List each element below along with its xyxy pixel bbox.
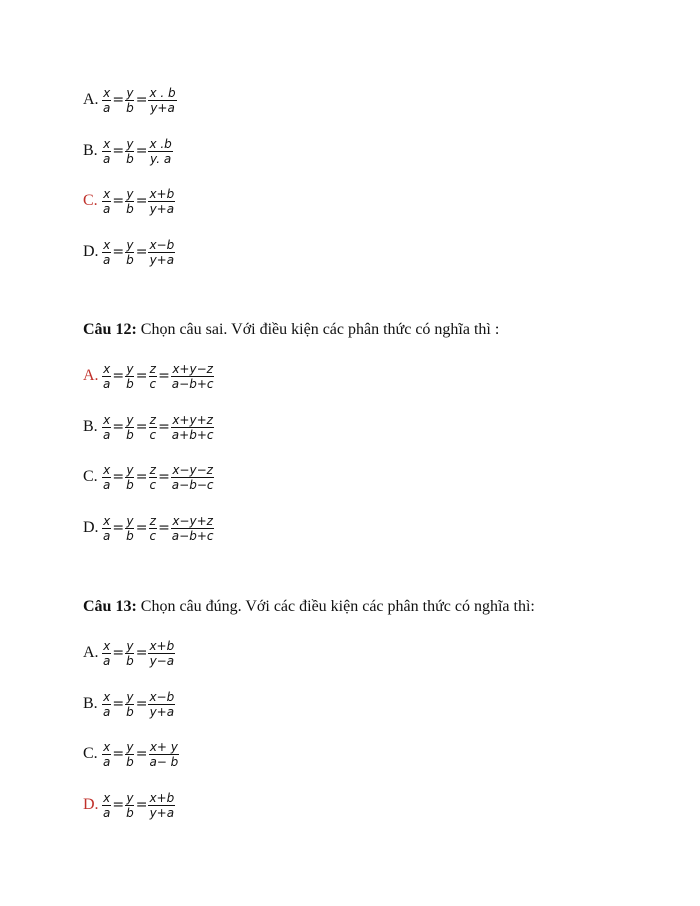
fraction [171, 362, 215, 391]
fraction [102, 137, 111, 166]
equals-sign: = [158, 368, 170, 384]
equation [102, 514, 214, 543]
fraction-numerator: z [149, 361, 156, 376]
fraction-denominator: b [126, 252, 134, 267]
fraction-denominator: a [103, 528, 111, 543]
fraction [125, 413, 135, 442]
fraction-numerator: x [103, 85, 111, 100]
fraction [125, 362, 135, 391]
answer-option [83, 734, 179, 774]
answer-option [83, 232, 175, 272]
equals-sign: = [112, 469, 125, 485]
equals-sign: = [112, 143, 125, 159]
fraction [102, 639, 111, 668]
question-number: Câu 13: [83, 598, 137, 615]
equation [102, 690, 175, 719]
fraction-numerator: y [126, 186, 134, 201]
fraction [102, 740, 111, 769]
fraction [125, 137, 135, 166]
fraction-numerator: z [149, 513, 156, 528]
fraction-denominator: a [103, 754, 111, 769]
fraction-denominator: a−b+c [171, 528, 214, 543]
fraction-numerator: x+ y [149, 739, 178, 754]
fraction [102, 690, 111, 719]
question-number: Câu 12: [83, 321, 137, 338]
option-letter: D. [83, 243, 99, 260]
equals-sign: = [135, 368, 148, 384]
fraction [125, 463, 135, 492]
fraction [148, 740, 179, 769]
fraction [102, 238, 111, 267]
fraction-denominator: a−b+c [171, 376, 214, 391]
fraction [125, 639, 135, 668]
fraction [125, 238, 135, 267]
fraction-numerator: x+y+z [172, 412, 213, 427]
equation [102, 238, 175, 267]
fraction-numerator: y [126, 412, 134, 427]
equals-sign: = [135, 520, 148, 536]
fraction-numerator: y [126, 790, 134, 805]
fraction-numerator: x+b [149, 186, 175, 201]
fraction-numerator: x [103, 638, 111, 653]
equation [102, 639, 175, 668]
equals-sign: = [135, 143, 148, 159]
fraction-numerator: x [103, 790, 111, 805]
fraction-denominator: a [103, 704, 111, 719]
fraction-denominator: a [103, 201, 111, 216]
fraction-denominator: b [126, 528, 134, 543]
fraction-denominator: a [103, 151, 111, 166]
fraction-denominator: c [149, 427, 157, 442]
fraction [102, 463, 111, 492]
fraction-denominator: b [126, 805, 134, 820]
fraction-numerator: x−b [149, 237, 175, 252]
fraction-numerator: x [103, 186, 111, 201]
equals-sign: = [135, 797, 148, 813]
equals-sign: = [158, 469, 170, 485]
fraction-numerator: z [149, 412, 156, 427]
answer-option [83, 80, 177, 120]
equals-sign: = [112, 797, 125, 813]
fraction-numerator: x [103, 462, 111, 477]
fraction [102, 413, 111, 442]
option-letter: A. [83, 644, 99, 661]
fraction [125, 187, 135, 216]
option-letter: D. [83, 519, 99, 536]
option-letter: B. [83, 142, 98, 159]
answer-option [83, 356, 214, 396]
answer-option [83, 181, 175, 221]
equals-sign: = [135, 696, 148, 712]
fraction-denominator: a [103, 100, 111, 115]
fraction-denominator: c [149, 477, 157, 492]
question-heading [83, 321, 499, 339]
equals-sign: = [135, 645, 148, 661]
fraction-denominator: b [126, 754, 134, 769]
equation [102, 413, 214, 442]
equals-sign: = [112, 746, 125, 762]
fraction-numerator: x+y−z [172, 361, 213, 376]
question-text: Chọn câu sai. Với điều kiện các phân thức có nghĩa thì : [136, 321, 500, 338]
equals-sign: = [158, 520, 170, 536]
answer-option [83, 508, 214, 548]
fraction [102, 86, 111, 115]
option-letter: A. [83, 367, 99, 384]
fraction [148, 463, 157, 492]
fraction [148, 413, 157, 442]
fraction-numerator: y [126, 136, 134, 151]
fraction-denominator: b [126, 653, 134, 668]
fraction [125, 740, 135, 769]
fraction [148, 690, 175, 719]
fraction [148, 791, 175, 820]
fraction [125, 514, 135, 543]
answer-option [83, 131, 173, 171]
equals-sign: = [135, 244, 148, 260]
fraction-numerator: x .b [149, 136, 172, 151]
fraction-denominator: a [103, 252, 111, 267]
equation [102, 362, 214, 391]
fraction [125, 791, 135, 820]
fraction-numerator: z [149, 462, 156, 477]
fraction-denominator: a [103, 653, 111, 668]
equals-sign: = [112, 645, 125, 661]
answer-option [83, 785, 175, 825]
fraction-denominator: a+b+c [171, 427, 214, 442]
fraction [102, 514, 111, 543]
equals-sign: = [112, 520, 125, 536]
fraction [148, 514, 157, 543]
fraction-denominator: y+a [149, 805, 175, 820]
fraction-numerator: y [126, 513, 134, 528]
equals-sign: = [112, 368, 125, 384]
equals-sign: = [112, 696, 125, 712]
question-text: Chọn câu đúng. Với các điều kiện các phân thức có nghĩa thì: [136, 598, 535, 615]
equals-sign: = [135, 469, 148, 485]
fraction [102, 187, 111, 216]
equation [102, 137, 173, 166]
fraction-denominator: a [103, 805, 111, 820]
option-letter: D. [83, 796, 99, 813]
fraction [148, 187, 175, 216]
fraction [171, 413, 215, 442]
equals-sign: = [135, 746, 148, 762]
fraction-denominator: c [149, 528, 157, 543]
fraction-numerator: y [126, 689, 134, 704]
fraction [148, 137, 172, 166]
equals-sign: = [112, 92, 125, 108]
fraction-numerator: y [126, 237, 134, 252]
option-letter: A. [83, 91, 99, 108]
fraction-numerator: x [103, 136, 111, 151]
fraction [125, 690, 135, 719]
fraction-denominator: b [126, 704, 134, 719]
fraction [171, 514, 215, 543]
fraction-numerator: x [103, 412, 111, 427]
equals-sign: = [112, 419, 125, 435]
fraction-numerator: x+b [149, 790, 175, 805]
fraction-denominator: a [103, 376, 111, 391]
fraction-denominator: y. a [150, 151, 172, 166]
answer-option [83, 633, 175, 673]
option-letter: C. [83, 745, 98, 762]
fraction-numerator: y [126, 462, 134, 477]
question-heading [83, 598, 535, 616]
fraction-numerator: x+b [149, 638, 175, 653]
fraction-denominator: b [126, 427, 134, 442]
fraction-denominator: a [103, 477, 111, 492]
equation [102, 86, 177, 115]
fraction-denominator: b [126, 201, 134, 216]
fraction-denominator: y+a [150, 100, 175, 115]
fraction-denominator: b [126, 477, 134, 492]
fraction [148, 86, 176, 115]
answer-option [83, 457, 214, 497]
equals-sign: = [135, 193, 148, 209]
fraction [102, 791, 111, 820]
fraction [171, 463, 215, 492]
fraction-numerator: x [103, 739, 111, 754]
fraction [125, 86, 135, 115]
option-letter: B. [83, 418, 98, 435]
fraction [102, 362, 111, 391]
fraction-numerator: y [126, 85, 134, 100]
fraction [148, 362, 157, 391]
fraction [148, 238, 175, 267]
option-letter: C. [83, 192, 98, 209]
fraction-numerator: x−b [149, 689, 175, 704]
fraction-numerator: x . b [149, 85, 176, 100]
equation [102, 187, 175, 216]
fraction-numerator: x [103, 237, 111, 252]
fraction [148, 639, 175, 668]
equals-sign: = [158, 419, 170, 435]
fraction-denominator: b [126, 100, 134, 115]
fraction-numerator: x [103, 513, 111, 528]
fraction-numerator: y [126, 739, 134, 754]
fraction-denominator: a [103, 427, 111, 442]
equals-sign: = [135, 92, 148, 108]
fraction-denominator: y+a [149, 704, 175, 719]
fraction-denominator: c [149, 376, 157, 391]
equation [102, 740, 179, 769]
answer-option [83, 407, 214, 447]
fraction-denominator: b [126, 376, 134, 391]
fraction-numerator: y [126, 361, 134, 376]
fraction-denominator: a−b−c [171, 477, 214, 492]
fraction-numerator: y [126, 638, 134, 653]
equals-sign: = [135, 419, 148, 435]
option-letter: B. [83, 695, 98, 712]
equation [102, 791, 175, 820]
equation [102, 463, 214, 492]
fraction-numerator: x [103, 689, 111, 704]
fraction-denominator: y−a [149, 653, 175, 668]
equals-sign: = [112, 244, 125, 260]
fraction-numerator: x−y+z [172, 513, 213, 528]
fraction-denominator: b [126, 151, 134, 166]
fraction-denominator: y+a [149, 201, 175, 216]
fraction-numerator: x−y−z [172, 462, 213, 477]
fraction-denominator: y+a [149, 252, 175, 267]
answer-option [83, 684, 175, 724]
option-letter: C. [83, 468, 98, 485]
fraction-numerator: x [103, 361, 111, 376]
fraction-denominator: a− b [149, 754, 179, 769]
equals-sign: = [112, 193, 125, 209]
